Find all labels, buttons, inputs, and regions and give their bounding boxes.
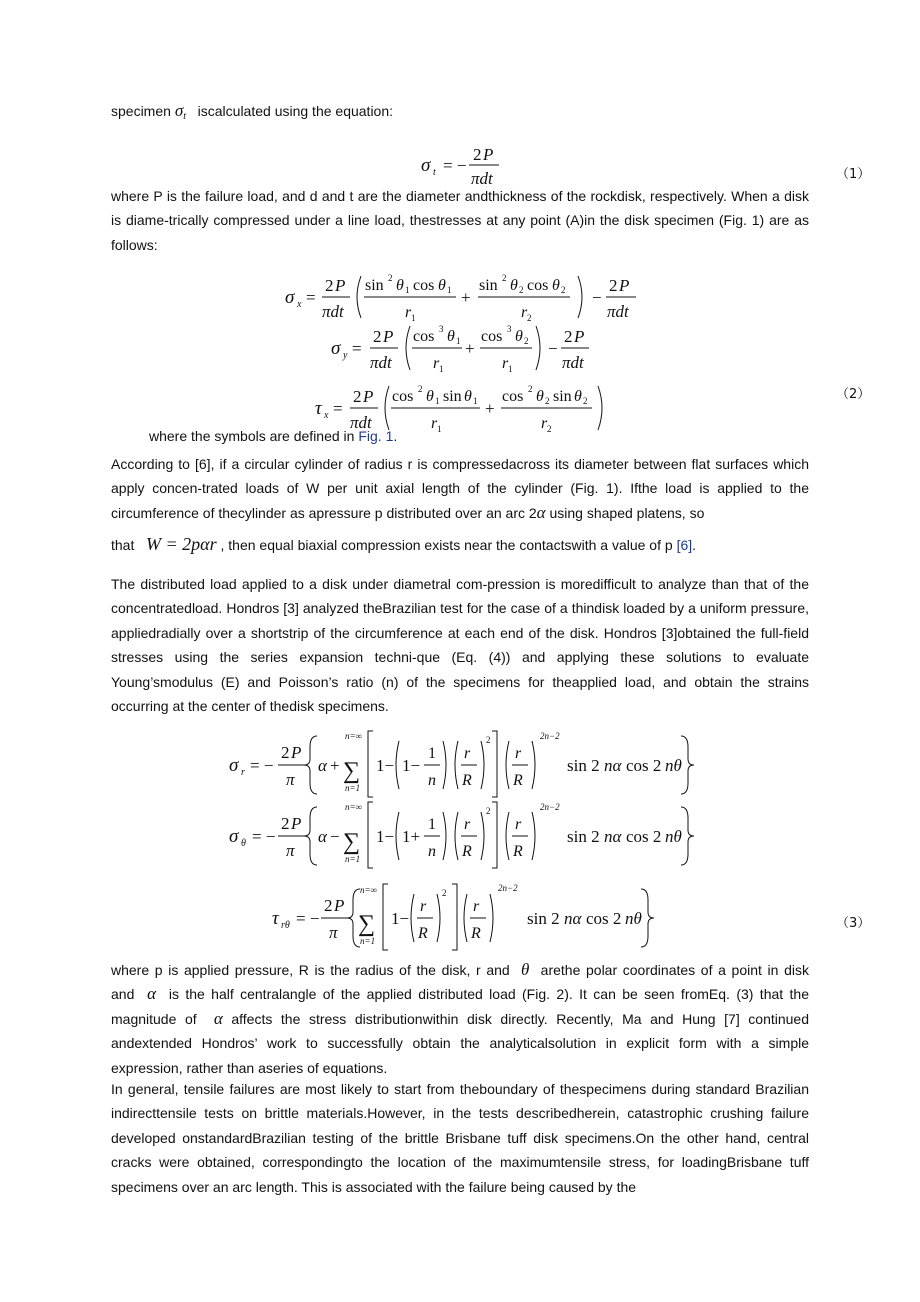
svg-text:R: R	[513, 772, 523, 789]
svg-text:sin 2: sin 2	[527, 909, 560, 928]
equation-2-number: （2）	[836, 387, 871, 402]
svg-text:rθ: rθ	[281, 920, 290, 931]
svg-text:2: 2	[486, 735, 491, 745]
paragraph-polar-coords: where p is applied pressure, R is the radius of the disk, r and θ arethe polar coordinates of a point in disk and α is the half centralangle of the applied distributed load (Fig. 2). It can be seen fromEq. (3) that the magnitude of α affects the stress distributionwithin disk directly. Recently, Ma and Hung [7] continued andextended Hondros’ work to successfully obtain the analyticalsolution in explicit form with a simple expression, rather than aseries of equations.	[111, 960, 810, 1076]
svg-text:1: 1	[456, 336, 461, 346]
svg-text:2: 2	[545, 396, 550, 406]
svg-text:θ: θ	[536, 388, 544, 405]
equation-1-number: （1）	[836, 167, 871, 182]
alpha-symbol: α	[213, 1008, 223, 1028]
svg-text:2n−2: 2n−2	[540, 731, 560, 741]
svg-text:sin: sin	[479, 277, 498, 294]
svg-text:cos 2: cos 2	[626, 827, 662, 846]
svg-text:2: 2	[561, 285, 566, 295]
svg-text:1: 1	[428, 745, 436, 762]
svg-text:=: =	[306, 288, 316, 307]
svg-text:2n−2: 2n−2	[540, 802, 560, 812]
svg-text:nα: nα	[604, 827, 622, 846]
svg-text:2: 2	[519, 285, 524, 295]
svg-text:1: 1	[439, 364, 444, 374]
svg-text:+: +	[465, 339, 475, 358]
svg-text:r: r	[405, 304, 412, 321]
svg-text:τ: τ	[272, 908, 279, 929]
svg-text:nα: nα	[564, 909, 582, 928]
svg-text:θ: θ	[396, 277, 404, 294]
svg-text:∑: ∑	[343, 829, 361, 855]
svg-text:cos: cos	[527, 277, 549, 294]
equation-3-number: （3）	[836, 916, 871, 931]
svg-text:t: t	[433, 167, 436, 178]
biaxial-line: that W = 2pαr , then equal biaxial compression exists near the contactswith a value of p [6].	[111, 534, 697, 554]
svg-text:n=1: n=1	[345, 783, 361, 793]
svg-text:2: 2	[373, 327, 382, 346]
svg-text:2: 2	[473, 145, 482, 164]
paragraph-load-definition: where P is the failure load, and d and t are the diameter andthickness of the rockdisk, respectively. When a disk is diame-trically compressed under a line load, thestresses at any point (A)in the disk specimen (Fig. 1) are as follows:	[111, 188, 809, 253]
svg-text:2: 2	[547, 424, 552, 434]
svg-text:θ: θ	[464, 388, 472, 405]
svg-text:r: r	[464, 745, 471, 762]
svg-text:+: +	[330, 756, 340, 775]
svg-text:3: 3	[507, 324, 512, 334]
svg-text:P: P	[574, 327, 585, 346]
svg-text:1−: 1−	[402, 756, 421, 775]
svg-text:θ: θ	[552, 277, 560, 294]
svg-text:2: 2	[418, 384, 423, 394]
sigma-t-symbol: $\sigma_t$	[174, 101, 186, 122]
svg-text:cos: cos	[413, 328, 435, 345]
svg-text:π: π	[286, 841, 295, 860]
svg-text:σ: σ	[229, 826, 239, 847]
svg-text:n: n	[428, 772, 436, 789]
svg-text:2: 2	[281, 743, 290, 762]
svg-text:α: α	[318, 756, 327, 775]
svg-text:nα: nα	[604, 756, 622, 775]
svg-text:= −: = −	[296, 909, 320, 928]
svg-text:2: 2	[353, 387, 362, 406]
svg-text:= −: = −	[250, 756, 274, 775]
w-equation: W = 2pαr	[146, 534, 217, 554]
svg-text:σ: σ	[331, 338, 341, 359]
svg-text:n: n	[428, 843, 436, 860]
svg-text:r: r	[541, 415, 548, 432]
svg-text:τ: τ	[315, 398, 322, 419]
svg-text:1: 1	[447, 285, 452, 295]
svg-text:θ: θ	[574, 388, 582, 405]
svg-text:1: 1	[437, 424, 442, 434]
svg-text:n=∞: n=∞	[345, 802, 362, 812]
svg-text:θ: θ	[241, 838, 246, 849]
paragraph-cylinder: According to [6], if a circular cylinder of radius r is compressedacross its diameter between flat surfaces which apply concen-trated loads of W per unit axial length of the cylinder (Fig. 1). Ifthe load is applied to the circumference of thecylinder as apressure p distributed over an arc 2α using shaped platens, so	[111, 456, 809, 522]
svg-text:2: 2	[486, 806, 491, 816]
svg-text:2: 2	[324, 896, 333, 915]
equation-2	[0, 262, 920, 442]
svg-text:θ: θ	[515, 328, 523, 345]
svg-text:1: 1	[473, 396, 478, 406]
svg-text:σ: σ	[229, 755, 239, 776]
svg-text:n=1: n=1	[345, 854, 361, 864]
fig-1-link[interactable]: Fig. 1	[358, 428, 394, 444]
svg-text:σ: σ	[285, 287, 295, 308]
svg-text:π: π	[329, 923, 338, 942]
svg-text:∑: ∑	[358, 911, 376, 937]
svg-text:= −: = −	[443, 156, 467, 175]
svg-text:P: P	[363, 387, 374, 406]
svg-text:R: R	[462, 843, 472, 860]
svg-text:x: x	[297, 299, 302, 310]
svg-text:r: r	[433, 355, 440, 372]
svg-text:r: r	[464, 816, 471, 833]
svg-text:π: π	[286, 770, 295, 789]
svg-text:πdt: πdt	[471, 169, 493, 188]
svg-text:n=∞: n=∞	[360, 885, 377, 895]
equation-1	[0, 140, 920, 190]
svg-text:x: x	[324, 410, 329, 421]
svg-text:2: 2	[502, 273, 507, 283]
svg-text:cos: cos	[413, 277, 435, 294]
svg-text:2: 2	[325, 276, 334, 295]
svg-text:θ: θ	[510, 277, 518, 294]
svg-text:P: P	[291, 814, 302, 833]
symbols-note: where the symbols are defined in Fig. 1.	[149, 428, 398, 444]
theta-symbol: θ	[521, 960, 530, 979]
svg-text:1: 1	[435, 396, 440, 406]
svg-text:θ: θ	[426, 388, 434, 405]
svg-text:1: 1	[411, 313, 416, 323]
svg-text:1−: 1−	[391, 909, 410, 928]
svg-text:2: 2	[609, 276, 618, 295]
svg-text:πdt: πdt	[562, 353, 584, 372]
svg-text:R: R	[418, 925, 428, 942]
svg-text:θ: θ	[447, 328, 455, 345]
svg-text:1: 1	[405, 285, 410, 295]
svg-text:cos: cos	[502, 388, 524, 405]
paragraph-tensile-failure: In general, tensile failures are most likely to start from theboundary of thespecimens during standard Brazilian indirecttensile tests on brittle materials.However, in the tests describedherein, catastrophic crushing failure developed onstandardBrazilian testing of the brittle Brisbane tuff disk specimens.On the other hand, central cracks were obtained, correspondingto the location of the maximumtensile stress, for loadingBrisbane tuff specimens over an arc length. This is associated with the failure being caused by the	[111, 1081, 809, 1195]
intro-text-end: iscalculated using the equation:	[197, 103, 394, 119]
svg-text:2n−2: 2n−2	[498, 883, 518, 893]
svg-text:2: 2	[524, 336, 529, 346]
svg-text:1−: 1−	[376, 827, 395, 846]
svg-text:sin: sin	[365, 277, 384, 294]
svg-text:πdt: πdt	[322, 302, 344, 321]
svg-text:cos: cos	[481, 328, 503, 345]
svg-text:2: 2	[388, 273, 393, 283]
svg-text:r: r	[241, 767, 245, 778]
svg-text:R: R	[462, 772, 472, 789]
svg-text:3: 3	[439, 324, 444, 334]
svg-text:r: r	[502, 355, 509, 372]
svg-text:1: 1	[508, 364, 513, 374]
svg-text:P: P	[291, 743, 302, 762]
svg-text:r: r	[473, 898, 480, 915]
svg-text:P: P	[334, 896, 345, 915]
svg-text:= −: = −	[252, 827, 276, 846]
svg-text:σ: σ	[421, 155, 431, 176]
intro-text: specimen	[111, 103, 171, 119]
svg-text:P: P	[483, 145, 494, 164]
svg-text:πdt: πdt	[370, 353, 392, 372]
ref-6-link[interactable]: [6]	[676, 537, 693, 553]
svg-text:P: P	[619, 276, 630, 295]
svg-text:n=1: n=1	[360, 936, 376, 946]
svg-text:nθ: nθ	[625, 909, 642, 928]
svg-text:1−: 1−	[376, 756, 395, 775]
svg-text:α: α	[318, 827, 327, 846]
svg-text:n=∞: n=∞	[345, 731, 362, 741]
svg-text:sin 2: sin 2	[567, 827, 600, 846]
paragraph-hondros: The distributed load applied to a disk under diametral com-pression is moredifficult to analyze than that of the concentratedload. Hondros [3] analyzed theBrazilian test for the case of a thindisk loaded by a uniform pressure, appliedradially over a shortstrip of the circumference at each end of the disk. Hondros [3]obtained the full-field stresses using the series expansion techni-que (Eq. (4)) and applying these solutions to evaluate Young’smodulus (E) and Poisson’s ratio (n) of the specimens for theapplied load, and obtain the strains occurring at the center of thedisk specimens.	[111, 576, 809, 715]
svg-text:πdt: πdt	[607, 302, 629, 321]
svg-text:1: 1	[428, 816, 436, 833]
svg-text:2: 2	[281, 814, 290, 833]
svg-text:P: P	[335, 276, 346, 295]
svg-text:=: =	[352, 339, 362, 358]
svg-text:2: 2	[564, 327, 573, 346]
svg-text:2: 2	[583, 396, 588, 406]
svg-text:θ: θ	[438, 277, 446, 294]
svg-text:R: R	[471, 925, 481, 942]
svg-text:πdt: πdt	[350, 413, 372, 432]
svg-text:cos 2: cos 2	[586, 909, 622, 928]
svg-text:2: 2	[442, 888, 447, 898]
svg-text:cos: cos	[392, 388, 414, 405]
svg-text:r: r	[431, 415, 438, 432]
svg-text:nθ: nθ	[665, 827, 682, 846]
svg-text:r: r	[420, 898, 427, 915]
svg-text:sin: sin	[553, 388, 572, 405]
svg-text:−: −	[330, 827, 340, 846]
svg-text:y: y	[343, 350, 348, 361]
svg-text:r: r	[515, 816, 522, 833]
svg-text:=: =	[333, 399, 343, 418]
equation-3	[0, 725, 920, 955]
alpha-symbol: α	[147, 984, 157, 1004]
intro-line	[111, 101, 393, 122]
svg-text:−: −	[592, 288, 602, 307]
svg-text:+: +	[485, 399, 495, 418]
alpha-symbol: α	[536, 502, 546, 522]
svg-text:−: −	[548, 339, 558, 358]
svg-text:r: r	[521, 304, 528, 321]
svg-text:2: 2	[528, 384, 533, 394]
svg-text:nθ: nθ	[665, 756, 682, 775]
svg-text:P: P	[383, 327, 394, 346]
svg-text:1+: 1+	[402, 827, 421, 846]
svg-text:sin: sin	[443, 388, 462, 405]
svg-text:r: r	[515, 745, 522, 762]
svg-text:R: R	[513, 843, 523, 860]
svg-text:+: +	[461, 288, 471, 307]
svg-text:∑: ∑	[343, 758, 361, 784]
svg-text:cos 2: cos 2	[626, 756, 662, 775]
svg-text:2: 2	[527, 313, 532, 323]
svg-text:sin 2: sin 2	[567, 756, 600, 775]
